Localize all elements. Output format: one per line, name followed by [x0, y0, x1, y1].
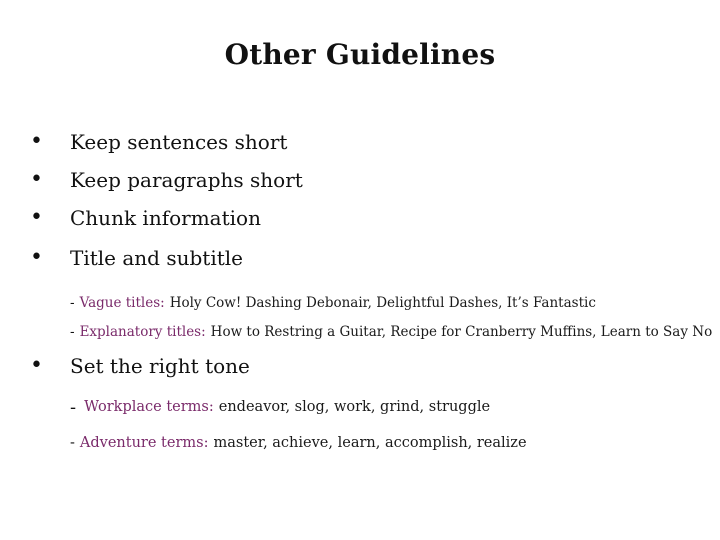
sub-item-label: Vague titles:	[79, 295, 165, 311]
sub-item-value: How to Restring a Guitar, Recipe for Cranberry Muffins, Learn to Say No	[210, 324, 713, 340]
bullet-text: Keep paragraphs short	[70, 168, 303, 192]
sub-item-value: master, achieve, learn, accomplish, realize	[213, 435, 527, 451]
bullet-item	[30, 243, 243, 273]
bullet-dot-icon: •	[30, 129, 43, 154]
bullet-item	[30, 351, 250, 381]
sub-item-value: endeavor, slog, work, grind, struggle	[218, 399, 491, 415]
sub-item-workplace-terms	[70, 395, 490, 419]
slide-title: Other Guidelines	[224, 38, 496, 71]
bullet-item	[30, 165, 303, 195]
bullet-dot-icon: •	[30, 245, 43, 270]
sub-item-label: Workplace terms:	[84, 399, 214, 415]
bullet-text: Title and subtitle	[70, 246, 243, 270]
bullet-item	[30, 203, 261, 233]
dash-marker: -	[70, 295, 75, 311]
bullet-text: Keep sentences short	[70, 130, 288, 154]
bullet-dot-icon: •	[30, 167, 43, 192]
bullet-text: Chunk information	[70, 206, 261, 230]
bullet-text: Set the right tone	[70, 354, 250, 378]
sub-item-value: Holy Cow! Dashing Debonair, Delightful Dashes, It’s Fantastic	[169, 295, 596, 311]
bullet-item	[30, 127, 287, 157]
sub-item-explanatory-titles	[70, 320, 712, 344]
sub-item-label: Explanatory titles:	[79, 324, 206, 340]
sub-item-vague-titles	[70, 291, 596, 315]
dash-marker: -	[70, 396, 77, 418]
bullet-dot-icon: •	[30, 205, 43, 230]
dash-marker: -	[70, 435, 75, 451]
sub-item-label: Adventure terms:	[79, 435, 209, 451]
dash-marker: -	[70, 324, 75, 340]
sub-item-adventure-terms	[70, 431, 527, 455]
bullet-dot-icon: •	[30, 353, 43, 378]
